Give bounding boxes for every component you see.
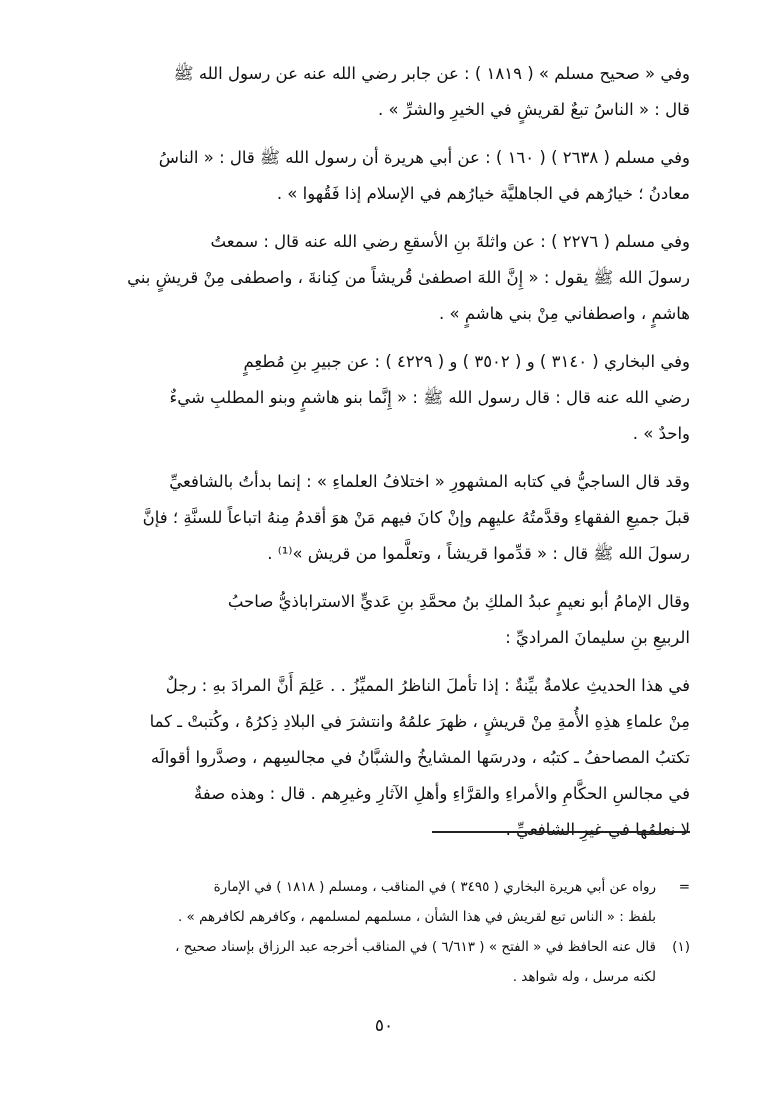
- text-line: وقال الإمامُ أبو نعيمٍ عبدُ الملكِ بنُ محمَّدِ بنِ عَديٍّ الاستراباذيُّ صاحبُ: [227, 592, 690, 611]
- text-line: وفي « صحيح مسلم » ( ١٨١٩ ) : عن جابر رضي الله عنه عن رسول الله ﷺ: [173, 64, 690, 83]
- footnote-marker: (١): [672, 939, 690, 955]
- text-line: وفي مسلم ( ٢٢٧٦ ) : عن واثلةَ بنِ الأسقعِ رضي الله عنه قال : سمعتُ: [210, 232, 690, 251]
- text-line: وقد قال الساجيُّ في كتابه المشهورِ « اختلافُ العلماءِ » : إنما بدأتُ بالشافعيِّ: [169, 472, 690, 491]
- paragraph-1: [68, 56, 690, 128]
- text-line: رضي الله عنه قال : قال رسول الله ﷺ : « إِنَّما بنو هاشمٍ وبنو المطلبِ شيءٌ: [169, 388, 690, 407]
- main-text: [68, 56, 690, 848]
- page-number: ٥٠: [374, 1016, 394, 1036]
- text-line: قبلَ جميعِ الفقهاءِ وقدَّمتُهُ عليهِم وإنْ كانَ فيهم مَنْ هوَ أقدمُ مِنهُ اتباعاً للسنَّةِ ؛ فإنَّ: [142, 508, 690, 527]
- footnote-line: رواه عن أبي هريرة البخاري ( ٣٤٩٥ ) في المناقب ، ومسلم ( ١٨١٨ ) في الإمارة: [213, 879, 656, 895]
- text-line: قال : « الناسُ تبعٌ لقريشٍ في الخيرِ والشرِّ » .: [378, 100, 690, 119]
- text-line: الربيعِ بنِ سليمانَ المراديِّ :: [505, 628, 690, 647]
- text-line: في هذا الحديثِ علامةٌ بيِّنةٌ : إذا تأملَ الناظرُ المميِّزُ . . عَلِمَ أَنَّ المرادَ بهِ : رجلٌ: [165, 676, 690, 695]
- text-line: في مجالسِ الحكَّامِ والأمراءِ والقرَّاءِ وأهلِ الآثارِ وغيرِهم . قال : وهذه صفةٌ: [194, 784, 690, 803]
- paragraph-2: [68, 140, 690, 212]
- footnote-1: [60, 932, 690, 992]
- footnote-text: [60, 932, 656, 992]
- footnote-text: [60, 872, 656, 932]
- footnote-line: لكنه مرسل ، وله شواهد .: [512, 969, 656, 985]
- paragraph-4: [68, 344, 690, 452]
- text-line: وفي البخاري ( ٣١٤٠ ) و ( ٣٥٠٢ ) و ( ٤٢٢٩ ) : عن جبيرِ بنِ مُطعِمٍ: [243, 352, 690, 371]
- text-line: رسولَ الله ﷺ قال : « قدِّموا قريشاً ، وتعلَّموا من قريش »⁽¹⁾ .: [267, 544, 690, 563]
- text-line: وفي مسلم ( ٢٦٣٨ ) ( ١٦٠ ) : عن أبي هريرة أن رسول الله ﷺ قال : « الناسُ: [158, 148, 690, 167]
- paragraph-3: [68, 224, 690, 332]
- paragraph-7: [68, 668, 690, 848]
- footnotes: [60, 872, 690, 992]
- text-line: واحدٌ » .: [632, 424, 690, 443]
- footnote-marker: =: [678, 879, 690, 895]
- footnote-line: بلفظ : « الناس تبع لقريش في هذا الشأن ، مسلمهم لمسلمهم ، وكافرهم لكافرهم » .: [177, 909, 656, 925]
- text-line: تكتبُ المصاحفُ ـ كتبُه ، ودرسَها المشايخُ والشبَّانُ في مجالسِهم ، وصدَّروا أقوالَه: [150, 748, 690, 767]
- text-line: مِنْ علماءِ هذِهِ الأُمةِ مِنْ قريشٍ ، ظهرَ علمُهُ وانتشرَ في البلادِ ذِكرُهُ ، وكُتبتْ ـ كما: [149, 712, 690, 731]
- text-line: هاشمٍ ، واصطفاني مِنْ بني هاشمٍ » .: [439, 304, 690, 323]
- paragraph-6: [68, 584, 690, 656]
- footnote-divider: [432, 831, 690, 833]
- footnote-continued: [60, 872, 690, 932]
- text-line: رسولَ الله ﷺ يقول : « إِنَّ اللهَ اصطفىٰ قُريشاً من كِنانةَ ، واصطفى مِنْ قريشٍ بني: [127, 268, 690, 287]
- footnote-line: قال عنه الحافظ في « الفتح » ( ٦/٦١٣ ) في المناقب أخرجه عبد الرزاق بإسناد صحيح ،: [175, 939, 656, 955]
- text-line: لا نعلمُها في غيرِ الشافعيِّ .: [505, 820, 690, 839]
- paragraph-5: [68, 464, 690, 572]
- text-line: معادنُ ؛ خيارُهم في الجاهليَّة خيارُهم في الإسلام إذا فَقُهوا » .: [276, 184, 690, 203]
